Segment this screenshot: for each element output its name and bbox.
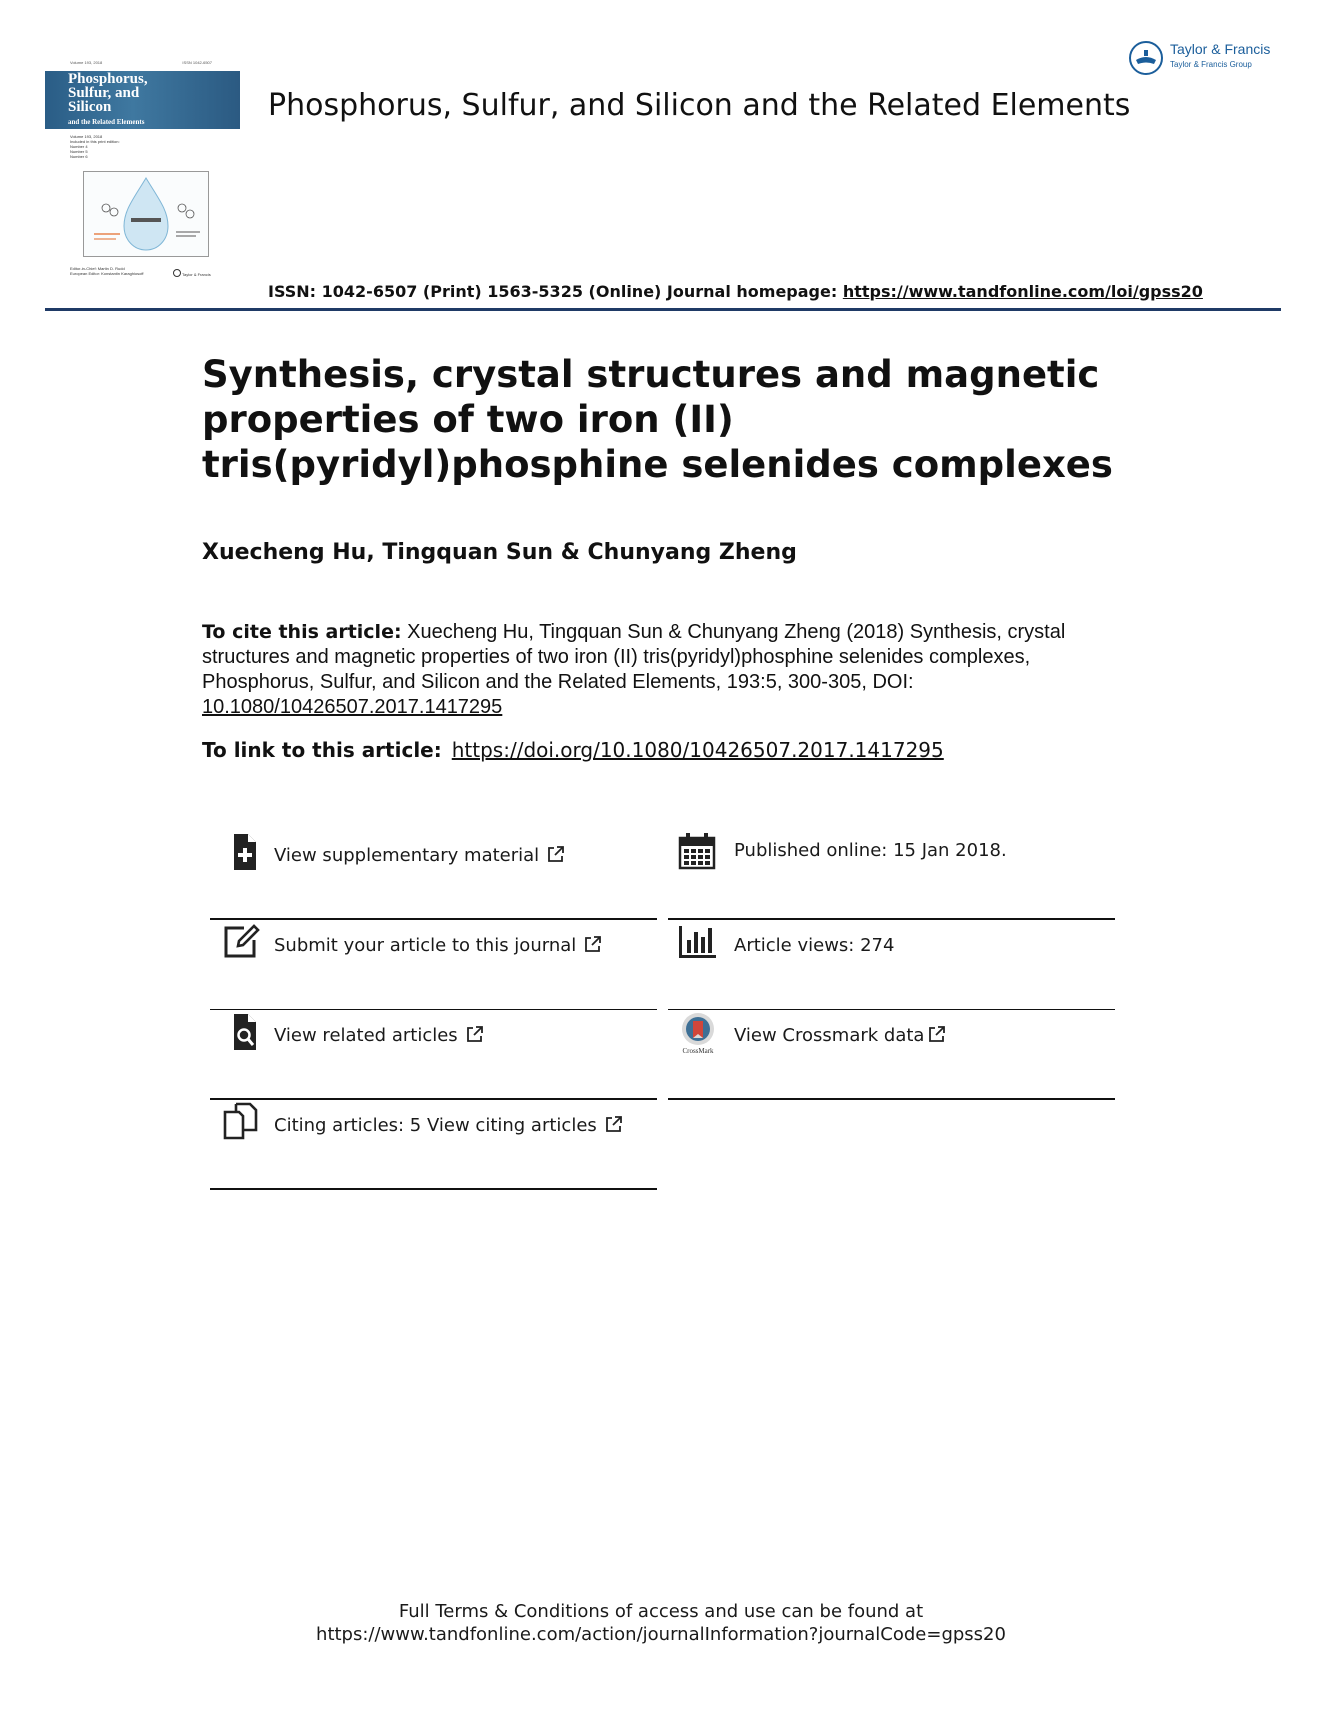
cell-divider: [668, 1009, 1115, 1010]
citing-label: Citing articles: 5 View citing articles: [274, 1115, 623, 1136]
issn-text: ISSN: 1042-6507 (Print) 1563-5325 (Online) Journal homepage:: [268, 282, 843, 301]
taylor-francis-name: Taylor & Francis: [1170, 41, 1271, 57]
cover-publisher-name: Taylor & Francis: [182, 272, 211, 277]
external-link-icon: [466, 1025, 484, 1043]
published-online-text: Published online: 15 Jan 2018.: [734, 840, 1007, 861]
add-file-icon: [222, 832, 260, 870]
article-title: Synthesis, crystal structures and magnetic properties of two iron (II) tris(pyridyl)phosphine selenides complexes: [202, 353, 1113, 486]
cell-divider: [210, 918, 657, 920]
cover-editors: Editor-in-Chief: Martin D. Rudd European Editor: Konstantin Karaghiosoff: [70, 266, 144, 276]
published-online: [668, 832, 1115, 920]
cell-divider: [210, 1009, 657, 1010]
edit-icon: [222, 922, 260, 960]
article-views-text: Article views: 274: [734, 935, 895, 956]
submit-article-link[interactable]: [210, 922, 657, 1010]
cell-divider: [668, 918, 1115, 920]
cover-issn-line: ISSN 1042-6507: [182, 60, 212, 65]
copy-icon: [222, 1102, 260, 1140]
view-related-link[interactable]: [210, 1012, 657, 1100]
citation-block: [202, 620, 1082, 720]
footer-terms: Full Terms & Conditions of access and use can be found at: [398, 1601, 924, 1622]
view-crossmark-link[interactable]: [668, 1012, 1115, 1100]
cell-divider: [668, 1098, 1115, 1100]
external-link-icon: [605, 1115, 623, 1133]
cell-divider: [210, 1188, 657, 1190]
article-link-line: [202, 738, 944, 762]
taylor-francis-logo[interactable]: [1128, 38, 1288, 78]
cite-text: Xuecheng Hu, Tingquan Sun & Chunyang Zheng (2018) Synthesis, crystal structures and magnetic properties of two iron (II) tris(pyridyl)phosphine selenides complexes, Phosphorus, Sulfur, and Silicon and the Related Elements, 193:5, 300-305, DOI:: [202, 621, 1066, 693]
cover-volume-line: Volume 193, 2018: [70, 60, 103, 65]
link-label: To link to this article:: [202, 738, 442, 762]
article-views: [668, 922, 1115, 1010]
submit-label: Submit your article to this journal: [274, 935, 602, 956]
view-supplementary-link[interactable]: [210, 832, 657, 920]
cover-title: Phosphorus, Sulfur, and Silicon: [68, 71, 148, 115]
external-link-icon: [584, 935, 602, 953]
header-rule: [45, 308, 1281, 311]
taylor-francis-lamp-icon: [1128, 40, 1164, 76]
cover-artwork: [83, 171, 209, 257]
journal-cover: [45, 58, 240, 280]
article-doi-link[interactable]: https://doi.org/10.1080/10426507.2017.1417295: [451, 738, 944, 762]
bar-chart-icon: [678, 922, 716, 960]
crossmark-label: View Crossmark data: [734, 1025, 946, 1046]
cite-label: To cite this article:: [202, 621, 402, 643]
journal-title: Phosphorus, Sulfur, and Silicon and the Related Elements: [268, 88, 1131, 123]
footer-terms-link[interactable]: https://www.tandfonline.com/action/journalInformation?journalCode=gpss20: [316, 1624, 1006, 1645]
crossmark-icon: [678, 1012, 722, 1056]
calendar-icon: [678, 832, 716, 870]
supplementary-label: View supplementary material: [274, 845, 565, 866]
external-link-icon: [928, 1025, 946, 1043]
cover-subtitle: and the Related Elements: [68, 118, 145, 126]
citing-articles-link[interactable]: [210, 1102, 657, 1190]
cover-contents: Volume 193, 2018 Included in this print edition: Number 4 Number 5 Number 6: [70, 134, 120, 159]
article-authors: Xuecheng Hu, Tingquan Sun & Chunyang Zheng: [202, 540, 797, 565]
footer: [0, 1600, 1322, 1646]
related-label: View related articles: [274, 1025, 484, 1046]
taylor-francis-group: Taylor & Francis Group: [1170, 60, 1252, 69]
crossmark-logo-text: CrossMark: [682, 1047, 714, 1055]
external-link-icon: [547, 845, 565, 863]
journal-homepage-link[interactable]: https://www.tandfonline.com/loi/gpss20: [842, 282, 1203, 301]
cite-doi-link[interactable]: 10.1080/10426507.2017.1417295: [202, 696, 503, 718]
issn-line: [268, 282, 1203, 301]
cover-title-band: [45, 71, 240, 129]
cover-publisher: [173, 269, 211, 277]
cell-divider: [210, 1098, 657, 1100]
search-file-icon: [222, 1012, 260, 1050]
